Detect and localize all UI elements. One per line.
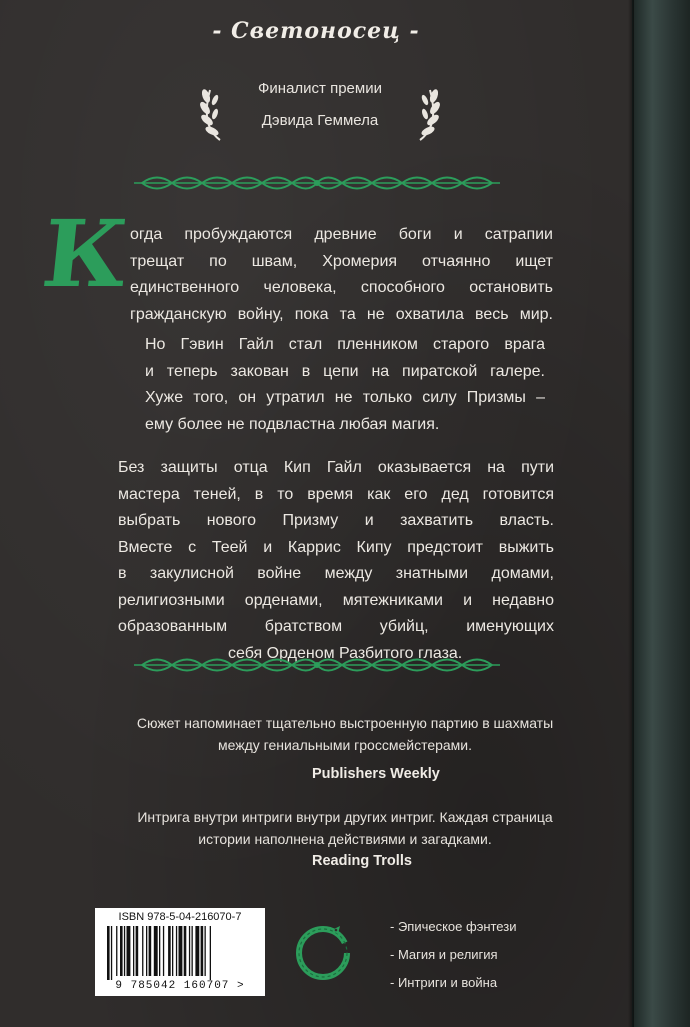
barcode-bar <box>163 926 164 976</box>
synopsis-p3-line-3: выбрать нового Призму и захватить власть. <box>118 512 554 529</box>
isbn-barcode <box>95 908 265 996</box>
barcode-bar <box>176 926 177 976</box>
review-1-line-1: Сюжет напоминает тщательно выстроенную партию в шахматы <box>136 715 554 731</box>
barcode-bar <box>168 926 171 976</box>
review-quote-2 <box>110 806 580 850</box>
drop-cap: К <box>37 200 133 308</box>
ornament-divider-bottom <box>132 652 502 678</box>
synopsis-p3-line-4: Вместе с Теей и Каррис Кипу предстоит выжить <box>118 538 554 556</box>
synopsis-p3-line-2: мастера теней, в то время как его дед готовится <box>118 485 554 503</box>
synopsis-p1-line-4: гражданскую войну, пока та не охватила весь мир. <box>130 305 553 323</box>
synopsis-paragraph-2 <box>145 332 545 438</box>
synopsis-p3-line-1: Без защиты отца Кип Гайл оказывается на пути <box>118 459 554 476</box>
barcode-bar <box>184 926 187 976</box>
award-badge <box>200 80 440 150</box>
barcode-bar <box>120 926 123 976</box>
synopsis-p2-line-2: и теперь закован в цепи на пиратской галере. <box>145 362 545 380</box>
ouroboros-emblem-icon <box>288 918 358 988</box>
synopsis-p1-line-3: единственного человека, способного остановить <box>130 279 553 296</box>
genre-tag-3: - Интриги и война <box>390 975 498 990</box>
synopsis-p2-line-1: Но Гэвин Гайл стал пленником старого врага <box>145 336 545 353</box>
synopsis-paragraph-1 <box>130 222 553 328</box>
barcode-bar <box>142 926 143 976</box>
barcode-bar <box>107 926 110 980</box>
barcode-bar <box>201 926 204 976</box>
barcode-bar <box>189 926 190 976</box>
synopsis-p3-line-8: себя Орденом Разбитого глаза. <box>228 644 463 662</box>
spine-shadow <box>628 0 634 1027</box>
barcode-bar <box>133 926 134 976</box>
synopsis-p3-line-7: образованным братством убийц, именующих <box>118 618 554 635</box>
barcode-bar <box>205 926 206 976</box>
synopsis-p1-line-1: огда пробуждаются древние боги и сатрапии <box>130 226 553 243</box>
synopsis-paragraph-3 <box>118 455 554 667</box>
review-2-source: Reading Trolls <box>312 853 412 869</box>
barcode-bar <box>124 926 125 976</box>
genre-tags <box>390 913 516 997</box>
barcode-bar <box>195 926 199 976</box>
barcode-bar <box>154 926 158 976</box>
spine-strip <box>632 0 690 1027</box>
synopsis-p3-line-5: в закулисной войне между знатными домами, <box>118 565 554 582</box>
barcode-bar <box>172 926 173 976</box>
genre-tag-1: - Эпическое фэнтези <box>390 919 517 934</box>
barcode-bars <box>105 926 255 980</box>
ornament-divider-top <box>132 170 502 196</box>
barcode-bar <box>159 926 160 976</box>
isbn-label: ISBN 978-5-04-216070-7 <box>118 911 242 923</box>
barcode-bar <box>136 926 139 976</box>
review-1-source: Publishers Weekly <box>312 766 440 782</box>
synopsis-p3-line-6: религиозными орденами, мятежниками и недавно <box>118 591 554 609</box>
barcode-bar <box>146 926 147 976</box>
synopsis-p1-line-2: трещат по швам, Хромерия отчаянно ищет <box>130 252 553 270</box>
barcode-bar <box>149 926 152 976</box>
barcode-bar <box>179 926 183 976</box>
series-title: - Светоносец - <box>212 18 420 44</box>
review-quote-1 <box>110 712 580 756</box>
barcode-bar <box>116 926 117 976</box>
award-line-2: Дэвида Геммела <box>261 112 379 129</box>
synopsis-p2-line-3: Хуже того, он утратил не только силу Призмы – <box>145 389 545 406</box>
barcode-bar <box>111 926 112 980</box>
synopsis-p2-line-4: ему более не подвластна любая магия. <box>145 415 440 433</box>
barcode-bar <box>192 926 193 976</box>
barcode-number: 9 785042 160707 > <box>115 980 245 992</box>
award-line-1: Финалист премии <box>258 80 382 97</box>
review-1-line-2: между гениальными гроссмейстерами. <box>217 737 473 753</box>
barcode-bar <box>210 926 211 980</box>
barcode-bar <box>127 926 131 976</box>
genre-tag-2: - Магия и религия <box>390 947 498 962</box>
review-2-line-2: истории наполнена действиями и загадками. <box>198 831 492 847</box>
review-2-line-1: Интрига внутри интриги внутри других интриг. Каждая страница <box>137 809 553 825</box>
